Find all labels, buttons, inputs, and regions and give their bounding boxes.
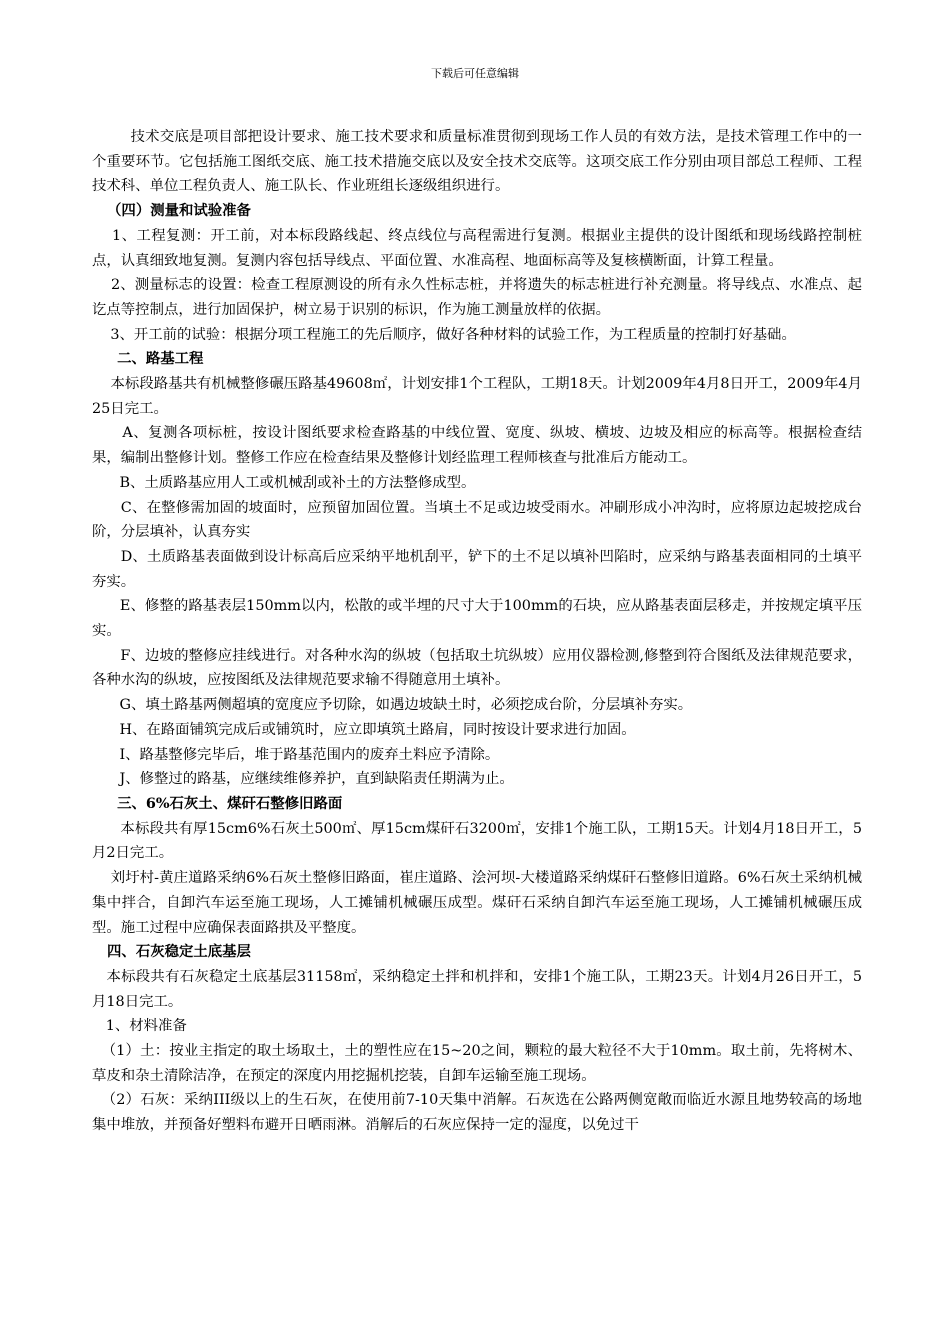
document-body xyxy=(92,125,862,1138)
paragraph-technical-briefing: 技术交底是项目部把设计要求、施工技术要求和质量标准贯彻到现场工作人员的有效方法，是技术管理工作中的一个重要环节。它包括施工图纸交底、施工技术措施交底以及安全技术交底等。这项交底工作分别由项目部总工程师、工程技术科、单位工程负责人、施工队长、作业班组长逐级组织进行。 xyxy=(92,129,862,195)
paragraph-material-lime: （2）石灰：采纳III级以上的生石灰，在使用前7-10天集中消解。石灰选在公路两侧宽敞而临近水源且地势较高的场地集中堆放，并预备好塑料布避开日晒雨淋。消解后的石灰应保持一定的湿度，以免过干 xyxy=(92,1092,862,1134)
paragraph-material-preparation: 1、材料准备 xyxy=(92,1018,187,1035)
list-item-subgrade-a: A、复测各项标桩，按设计图纸要求检查路基的中线位置、宽度、纵坡、横坡、边坡及相应的标高等。根据检查结果，编制出整修计划。整修工作应在检查结果及整修计划经监理工程师核查与批准后方能动工。 xyxy=(92,425,862,467)
paragraph-lime-soil-summary: 本标段共有厚15cm6%石灰土500㎡、厚15cm煤矸石3200㎡，安排1个施工队，工期15天。计划4月18日开工，5月2日完工。 xyxy=(92,820,862,862)
list-item-subgrade-f: F、边坡的整修应挂线进行。对各种水沟的纵坡（包括取土坑纵坡）应用仪器检测,修整到符合图纸及法律规范要求，各种水沟的纵坡，应按图纸及法律规范要求输不得随意用土填补。 xyxy=(92,647,862,689)
page-header: 下载后可任意编辑 xyxy=(431,67,519,80)
list-item-subgrade-d: D、土质路基表面做到设计标高后应采纳平地机刮平，铲下的土不足以填补凹陷时，应采纳与路基表面相同的土填平夯实。 xyxy=(92,548,863,590)
paragraph-subbase-summary: 本标段共有石灰稳定土底基层31158㎡，采纳稳定土拌和机拌和，安排1个施工队，工期23天。计划4月26日开工，5月18日完工。 xyxy=(92,968,863,1010)
section-heading-lime-stabilized-subbase: 四、石灰稳定土底基层 xyxy=(92,943,251,961)
section-heading-lime-soil-gangue: 三、6%石灰土、煤矸石整修旧路面 xyxy=(92,794,343,812)
paragraph-pre-start-tests: 3、开工前的试验：根据分项工程施工的先后顺序，做好各种材料的试验工作，为工程质量的控制打好基础。 xyxy=(92,326,796,343)
list-item-subgrade-h: H、在路面铺筑完成后或铺筑时，应立即填筑土路肩，同时按设计要求进行加固。 xyxy=(92,721,636,738)
list-item-subgrade-i: I、路基整修完毕后，堆于路基范围内的废弃土料应予清除。 xyxy=(92,746,500,763)
paragraph-material-soil: （1）土：按业主指定的取土场取土，土的塑性应在15~20之间，颗粒的最大粒径不大于10mm。取土前，先将树木、草皮和杂土清除洁净，在预定的深度内用挖掘机挖装，自卸车运输至施工现场。 xyxy=(92,1043,862,1084)
list-item-subgrade-c: C、在整修需加固的坡面时，应预留加固位置。当填土不足或边坡受雨水。冲刷形成小冲沟时，应将原边起坡挖成台阶，分层填补，认真夯实 xyxy=(92,499,862,541)
list-item-subgrade-j: J、修整过的路基，应继续维修养护，直到缺陷责任期满为止。 xyxy=(92,771,514,788)
list-item-subgrade-b: B、土质路基应用人工或机械刮或补土的方法整修成型。 xyxy=(92,474,476,491)
paragraph-survey-markers: 2、测量标志的设置：检查工程原测设的所有永久性标志桩，并将遗失的标志桩进行补充测量。将导线点、水准点、起讫点等控制点，进行加固保护，树立易于识别的标识，作为施工测量放样的依据。 xyxy=(92,277,862,318)
list-item-subgrade-e: E、修整的路基表层150mm以内，松散的或半埋的尺寸大于100mm的石块，应从路基表面层移走，并按规定填平压实。 xyxy=(92,598,862,640)
paragraph-lime-soil-method: 刘圩村-黄庄道路采纳6%石灰土整修旧路面，崔庄道路、浍河坝-大楼道路采纳煤矸石整修旧道路。6%石灰土采纳机械集中拌合，自卸汽车运至施工现场，人工摊铺机械碾压成型。煤矸石采纳自卸汽车运至施工现场，人工摊铺机械碾压成型。施工过程中应确保表面路拱及平整度。 xyxy=(92,870,862,936)
paragraph-subgrade-summary: 本标段路基共有机械整修碾压路基49608㎡，计划安排1个工程队，工期18天。计划2009年4月8日开工，2009年4月25日完工。 xyxy=(92,376,862,417)
list-item-subgrade-g: G、填土路基两侧超填的宽度应予切除，如遇边坡缺土时，必须挖成台阶，分层填补夯实。 xyxy=(92,697,693,714)
paragraph-recheck-survey: 1、工程复测：开工前，对本标段路线起、终点线位与高程需进行复测。根据业主提供的设计图纸和现场线路控制桩点，认真细致地复测。复测内容包括导线点、平面位置、水准高程、地面标高等及复核横断面，计算工程量。 xyxy=(92,227,862,269)
section-heading-subgrade: 二、路基工程 xyxy=(92,350,204,368)
section-heading-survey-and-test: （四）测量和试验准备 xyxy=(92,202,251,220)
